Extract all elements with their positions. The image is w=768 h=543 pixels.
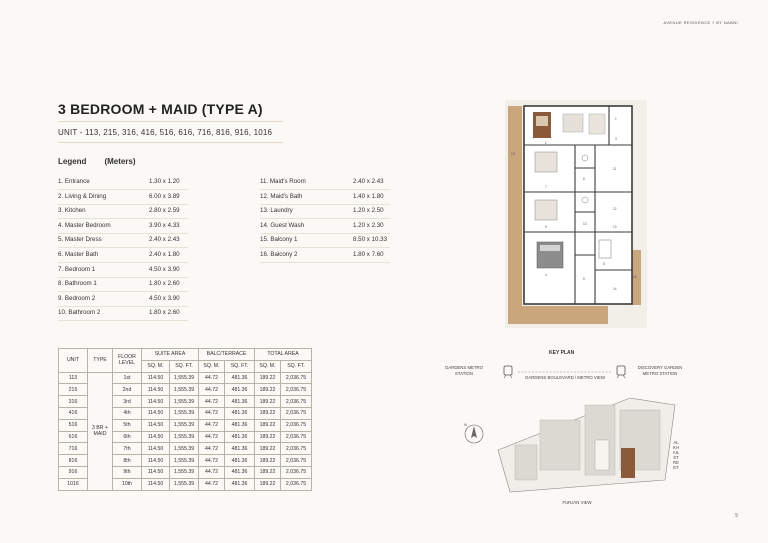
table-row <box>59 372 312 384</box>
cell-balc-m: 44.72 <box>199 443 225 455</box>
legend-item-value: 8.50 x 10.33 <box>353 236 388 244</box>
cell-total-m: 189.22 <box>255 455 281 467</box>
cell-unit: 1016 <box>59 478 88 490</box>
room-num: 3 <box>615 137 617 141</box>
cell-suite-m: 114.50 <box>142 455 170 467</box>
legend-item-label: 12. Maid's Bath <box>260 192 303 200</box>
gardens-metro-label: GARDENS METRO STATION <box>445 365 483 376</box>
cell-total-ft: 2,036.75 <box>281 419 312 431</box>
legend-item-value: 3.90 x 4.33 <box>149 221 180 229</box>
legend-item-label: 15. Balcony 1 <box>260 236 298 244</box>
cell-floor: 6th <box>113 431 142 443</box>
street-label: AL KHAIL STREET <box>672 440 680 470</box>
sub-sq-ft: SQ. FT. <box>281 360 312 372</box>
cell-total-m: 189.22 <box>255 372 281 384</box>
cell-total-m: 189.22 <box>255 478 281 490</box>
cell-suite-ft: 1,555.39 <box>170 407 199 419</box>
col-floor-level: FLOOR LEVEL <box>113 349 142 373</box>
floor-plan <box>505 100 647 328</box>
cell-unit: 816 <box>59 455 88 467</box>
cell-total-m: 189.22 <box>255 443 281 455</box>
legend-item-value: 1.30 x 1.20 <box>149 178 180 185</box>
balcony-1 <box>508 106 522 324</box>
key-plan-title: KEY PLAN <box>549 350 575 356</box>
page-number: 5 <box>735 513 738 519</box>
col-balc-terrace: BALC/TERRACE <box>199 349 255 361</box>
brand-header: AVENUE RESIDENCE 7 BY NABNI <box>663 20 738 25</box>
boulevard-label: GARDENS BOULEVARD / METRO VIEW <box>525 375 605 380</box>
cell-suite-m: 114.50 <box>142 419 170 431</box>
room-num: 8 <box>583 177 585 181</box>
room-num: 10 <box>583 222 587 226</box>
sub-sq-ft: SQ. FT. <box>225 360 255 372</box>
legend-item-label: 14. Guest Wash <box>260 221 305 229</box>
cell-suite-m: 114.50 <box>142 407 170 419</box>
room-num: 4 <box>545 273 547 277</box>
legend-divider <box>58 320 188 321</box>
room-num: 2 <box>545 141 547 145</box>
legend-title: Legend <box>58 157 87 166</box>
unit-numbers: UNIT - 113, 215, 316, 416, 516, 616, 716, 816, 916, 1016 <box>58 128 273 137</box>
cell-suite-ft: 1,555.39 <box>170 478 199 490</box>
sub-sq-m: SQ. M. <box>142 360 170 372</box>
cell-unit: 113 <box>59 372 88 384</box>
room-num: 14 <box>613 287 617 291</box>
cell-floor: 5th <box>113 419 142 431</box>
cell-unit: 616 <box>59 431 88 443</box>
discovery-metro-label: DISCOVERY GARDEN METRO STATION <box>637 365 683 376</box>
legend-item-label: 5. Master Dress <box>58 236 102 244</box>
cell-suite-m: 114.50 <box>142 431 170 443</box>
cell-floor: 1st <box>113 372 142 384</box>
legend-item-label: 13. Laundry <box>260 207 293 215</box>
cell-total-ft: 2,036.75 <box>281 407 312 419</box>
cell-total-ft: 2,036.75 <box>281 455 312 467</box>
legend-item-label: 3. Kitchen <box>58 207 86 215</box>
legend-item-label: 7. Bedroom 1 <box>58 265 96 273</box>
legend-item-value: 1.40 x 1.80 <box>353 192 384 200</box>
cell-total-m: 189.22 <box>255 396 281 408</box>
legend-item-label: 4. Master Bedroom <box>58 221 111 229</box>
room-num: 9 <box>545 225 547 229</box>
cell-total-ft: 2,036.75 <box>281 396 312 408</box>
room-num: 11 <box>613 167 617 171</box>
cell-balc-ft: 481.36 <box>225 419 255 431</box>
sub-sq-m: SQ. M. <box>199 360 225 372</box>
cell-total-m: 189.22 <box>255 466 281 478</box>
col-total-area: TOTAL AREA <box>255 349 312 361</box>
legend-item-value: 1.80 x 2.60 <box>149 309 180 317</box>
area-table <box>58 348 312 491</box>
cell-balc-m: 44.72 <box>199 455 225 467</box>
cell-balc-ft: 481.36 <box>225 407 255 419</box>
room-num: 16 <box>633 275 637 279</box>
cell-suite-ft: 1,555.39 <box>170 466 199 478</box>
cell-total-m: 189.22 <box>255 407 281 419</box>
cell-suite-ft: 1,555.39 <box>170 419 199 431</box>
cell-floor: 8th <box>113 455 142 467</box>
north-label: N <box>464 422 467 427</box>
cell-balc-m: 44.72 <box>199 431 225 443</box>
legend-item-label: 11. Maid's Room <box>260 178 306 185</box>
page-title: 3 BEDROOM + MAID (TYPE A) <box>58 101 263 117</box>
cell-floor: 9th <box>113 466 142 478</box>
legend-item-value: 4.50 x 3.90 <box>149 294 180 302</box>
cell-balc-ft: 481.36 <box>225 372 255 384</box>
cell-unit: 416 <box>59 407 88 419</box>
legend-divider <box>260 262 390 263</box>
legend-item-label: 1. Entrance <box>58 178 90 185</box>
cell-unit: 316 <box>59 396 88 408</box>
cell-total-ft: 2,036.75 <box>281 466 312 478</box>
cell-total-ft: 2,036.75 <box>281 431 312 443</box>
cell-unit: 516 <box>59 419 88 431</box>
cell-unit: 716 <box>59 443 88 455</box>
cell-balc-m: 44.72 <box>199 466 225 478</box>
cell-total-m: 189.22 <box>255 431 281 443</box>
legend-item-value: 1.20 x 2.50 <box>353 207 384 215</box>
cell-floor: 7th <box>113 443 142 455</box>
units-divider <box>58 142 283 143</box>
cell-balc-ft: 481.36 <box>225 396 255 408</box>
cell-suite-m: 114.50 <box>142 478 170 490</box>
cell-total-ft: 2,036.75 <box>281 384 312 396</box>
legend-item-value: 2.80 x 2.59 <box>149 207 180 215</box>
cell-balc-m: 44.72 <box>199 396 225 408</box>
cell-suite-m: 114.50 <box>142 466 170 478</box>
room-num: 15 <box>511 152 515 156</box>
cell-total-ft: 2,036.75 <box>281 443 312 455</box>
cell-balc-ft: 481.36 <box>225 455 255 467</box>
cell-balc-m: 44.72 <box>199 419 225 431</box>
legend-item-label: 9. Bedroom 2 <box>58 294 96 302</box>
cell-balc-m: 44.72 <box>199 372 225 384</box>
metro-icon <box>617 366 625 378</box>
legend-item-label: 10. Bathroom 2 <box>58 309 101 317</box>
key-plan <box>440 360 700 500</box>
legend-heading <box>58 157 136 166</box>
cell-suite-ft: 1,555.39 <box>170 443 199 455</box>
cell-balc-m: 44.72 <box>199 407 225 419</box>
legend-item-label: 8. Bathroom 1 <box>58 280 97 288</box>
title-divider <box>58 121 283 122</box>
room-num: 7 <box>545 185 547 189</box>
legend-item-value: 2.40 x 2.43 <box>353 178 384 185</box>
col-unit: UNIT <box>59 349 88 373</box>
room-num: 1 <box>615 117 617 121</box>
cell-unit: 916 <box>59 466 88 478</box>
cell-suite-ft: 1,555.39 <box>170 396 199 408</box>
legend-item-value: 2.40 x 2.43 <box>149 236 180 244</box>
cell-floor: 3rd <box>113 396 142 408</box>
cell-balc-m: 44.72 <box>199 384 225 396</box>
cell-balc-ft: 481.36 <box>225 431 255 443</box>
room-num: 13 <box>613 225 617 229</box>
cell-floor: 2nd <box>113 384 142 396</box>
room-num: 12 <box>613 207 617 211</box>
legend-item-value: 6.00 x 3.89 <box>149 192 180 200</box>
cell-suite-m: 114.50 <box>142 384 170 396</box>
col-suite-area: SUITE AREA <box>142 349 199 361</box>
cell-balc-m: 44.72 <box>199 478 225 490</box>
sub-sq-m: SQ. M. <box>255 360 281 372</box>
sub-sq-ft: SQ. FT. <box>170 360 199 372</box>
legend-item-label: 16. Balcony 2 <box>260 251 298 258</box>
room-num: 6 <box>603 262 605 266</box>
legend-item-value: 4.50 x 3.90 <box>149 265 180 273</box>
legend-item-value: 1.80 x 2.60 <box>149 280 180 288</box>
legend-unit: (Meters) <box>104 157 136 166</box>
cell-suite-m: 114.50 <box>142 443 170 455</box>
cell-balc-ft: 481.36 <box>225 443 255 455</box>
north-arrow-icon <box>464 422 483 443</box>
furjan-view-label: FURJAN VIEW <box>562 500 592 505</box>
cell-total-ft: 2,036.75 <box>281 372 312 384</box>
cell-balc-ft: 481.36 <box>225 478 255 490</box>
cell-balc-ft: 481.36 <box>225 466 255 478</box>
legend-item-value: 2.40 x 1.80 <box>149 251 180 258</box>
cell-floor: 4th <box>113 407 142 419</box>
col-type: TYPE <box>88 349 113 373</box>
cell-total-m: 189.22 <box>255 419 281 431</box>
type-cell: 3 BR + MAID <box>88 372 113 490</box>
cell-floor: 10th <box>113 478 142 490</box>
cell-suite-ft: 1,555.39 <box>170 455 199 467</box>
cell-unit: 215 <box>59 384 88 396</box>
legend-item-label: 2. Living & Dining <box>58 192 107 200</box>
cell-balc-ft: 481.36 <box>225 384 255 396</box>
cell-suite-ft: 1,555.39 <box>170 372 199 384</box>
cell-suite-m: 114.50 <box>142 372 170 384</box>
legend-item-label: 6. Master Bath <box>58 251 99 258</box>
cell-total-m: 189.22 <box>255 384 281 396</box>
legend-item-value: 1.20 x 2.30 <box>353 221 384 229</box>
cell-suite-ft: 1,555.39 <box>170 431 199 443</box>
cell-total-ft: 2,036.75 <box>281 478 312 490</box>
metro-icon <box>504 366 512 378</box>
legend-item-value: 1.80 x 7.60 <box>353 251 384 258</box>
highlighted-unit <box>621 448 635 478</box>
room-num: 5 <box>583 277 585 281</box>
cell-suite-m: 114.50 <box>142 396 170 408</box>
cell-suite-ft: 1,555.39 <box>170 384 199 396</box>
